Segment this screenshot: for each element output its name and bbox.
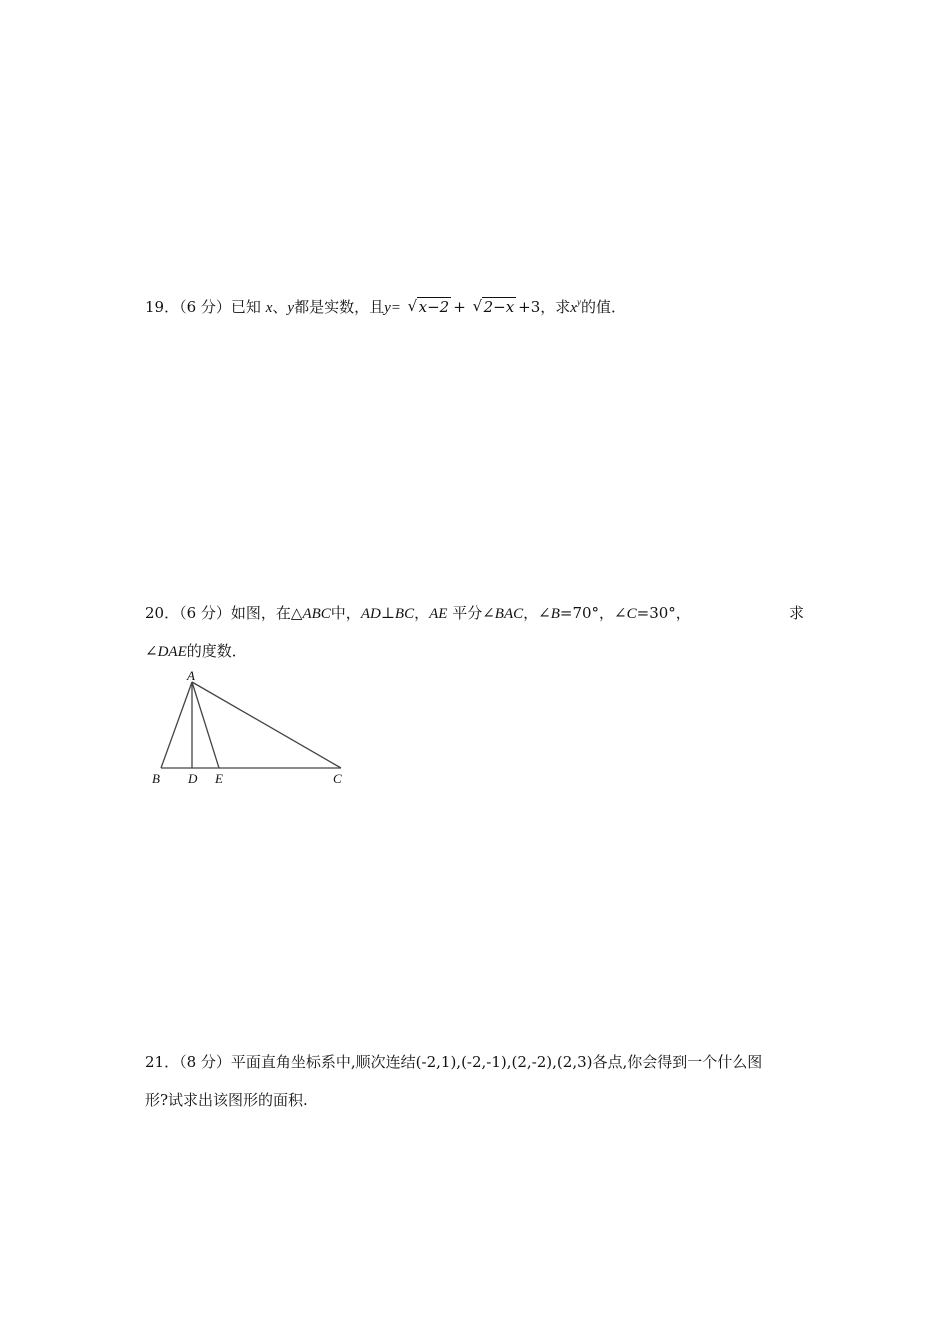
- q19-plus: +: [453, 298, 466, 316]
- question-21-line-2: 形?试求出该图形的面积.: [145, 1091, 308, 1109]
- q20-dae: DAE: [157, 644, 187, 660]
- q20-bc: BC: [394, 606, 415, 622]
- q19-text-2: 都是实数，且: [294, 298, 385, 316]
- q20-text-4: 平分∠: [452, 604, 495, 622]
- triangle-figure: [140, 664, 360, 794]
- q19-score: （6 分）: [179, 298, 231, 316]
- q20-text-6: =70°，∠: [559, 604, 627, 622]
- segment-ab: [161, 682, 192, 768]
- q20-ask: 求: [789, 604, 805, 622]
- q21-line-1-text: 平面直角坐标系中,顺次连结(-2,1),(-2,-1),(2,-2),(2,3)各点,你会得到一个什么图: [230, 1053, 763, 1071]
- q20-text-7: =30°，: [636, 604, 691, 622]
- q19-radicand-1: x−2: [418, 298, 450, 316]
- q19-radical-1: [408, 297, 452, 317]
- q20-text-2: 中，: [330, 604, 361, 622]
- q20-number: 20．: [145, 604, 180, 622]
- q20-c: C: [626, 606, 637, 622]
- q19-power-exp: y: [576, 297, 581, 307]
- q20-score: （6 分）: [179, 604, 231, 622]
- q19-y-eq: y=: [384, 300, 401, 316]
- label-d: D: [188, 771, 198, 786]
- q21-number: 21．: [145, 1053, 180, 1071]
- q20-text-5: ，∠: [523, 604, 551, 622]
- q20-angle-sign: ∠: [145, 642, 158, 660]
- q19-radical-2: [473, 297, 517, 317]
- q21-score: （8 分）: [179, 1053, 231, 1071]
- label-a: A: [187, 668, 195, 683]
- q20-text-1: 如图，在△: [230, 604, 303, 622]
- question-21-line-1: [145, 1052, 762, 1072]
- q20-perp: ⊥: [380, 604, 395, 622]
- q19-var-x: x: [265, 300, 273, 316]
- question-20-line-2: [145, 641, 247, 662]
- q19-radicand-2: 2−x: [483, 298, 515, 316]
- q20-text-3: ，: [414, 604, 430, 622]
- q19-number: 19．: [145, 298, 180, 316]
- q19-var-y: y: [287, 300, 295, 316]
- q20-abc: ABC: [302, 606, 331, 622]
- label-e: E: [215, 771, 223, 786]
- q19-power-base: x: [570, 300, 577, 316]
- q19-sep: 、: [272, 298, 288, 316]
- q20-line2-text: 的度数．: [186, 642, 247, 660]
- q20-bac: BAC: [494, 606, 524, 622]
- q19-text-4: 的值．: [580, 298, 626, 316]
- q19-text-3: +3，求: [518, 298, 571, 316]
- q20-b: B: [550, 606, 560, 622]
- label-b: B: [152, 771, 160, 786]
- label-c: C: [333, 771, 342, 786]
- q19-text-1: 已知: [230, 298, 261, 316]
- q20-ae: AE: [429, 606, 448, 622]
- question-19: [145, 292, 626, 318]
- question-20-line-1: [145, 603, 691, 624]
- q20-ad: AD: [360, 606, 381, 622]
